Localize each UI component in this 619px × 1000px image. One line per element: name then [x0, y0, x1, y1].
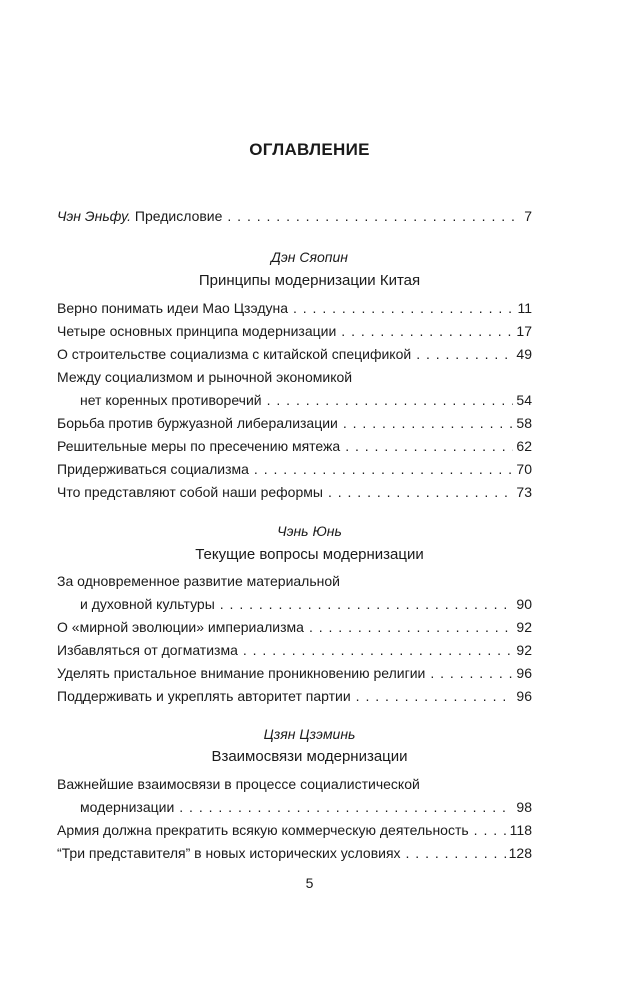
page-ref: 62 [516, 438, 532, 454]
dot-leader [416, 343, 513, 365]
page-ref: 54 [516, 392, 532, 408]
entry-title: Решительные меры по пресечению мятежа [57, 438, 341, 454]
page-ref: 92 [516, 619, 532, 635]
part-title: Взаимосвязи модернизации [211, 748, 408, 765]
entry-title: Верно понимать идеи Мао Цзэдуна [57, 300, 288, 316]
part-author: Цзян Цзэминь [263, 726, 356, 742]
dot-leader [356, 685, 514, 707]
entry-title: О строительстве социализма с китайской спецификой [57, 346, 412, 362]
entry-title: О «мирной эволюции» империализма [57, 619, 304, 635]
toc-entry [80, 796, 532, 818]
toc-entry [57, 343, 532, 365]
dot-leader [220, 593, 514, 615]
page-ref: 7 [524, 208, 532, 224]
toc-entry [57, 639, 532, 661]
page-ref: 98 [516, 799, 532, 815]
dot-leader [227, 205, 521, 227]
entry-title: Уделять пристальное внимание проникновению религии [57, 665, 426, 681]
preface-title: Предисловие [134, 208, 223, 224]
part-title: Принципы модернизации Китая [198, 272, 421, 289]
dot-leader [430, 662, 513, 684]
part-author: Дэн Сяопин [271, 249, 348, 265]
toc-entry [80, 389, 532, 411]
page-ref: 118 [509, 822, 532, 838]
page-ref: 92 [516, 642, 532, 658]
toc-entry [80, 593, 532, 615]
toc-entry [57, 842, 532, 864]
page-ref: 70 [516, 461, 532, 477]
toc-entry [57, 481, 532, 503]
dot-leader [341, 320, 513, 342]
toc-entry [57, 458, 532, 480]
page-ref: 49 [516, 346, 532, 362]
part-title: Текущие вопросы модернизации [195, 546, 424, 563]
entry-title: Поддерживать и укреплять авторитет партии [57, 688, 351, 704]
preface-author: Чэн Эньфу. [57, 208, 132, 224]
toc-entry [57, 412, 532, 434]
dot-leader [293, 297, 514, 319]
dot-leader [406, 842, 506, 864]
entry-title: нет коренных противоречий [80, 392, 262, 408]
page-ref: 17 [516, 323, 532, 339]
toc-entry [57, 685, 532, 707]
dot-leader [254, 458, 514, 480]
dot-leader [328, 481, 513, 503]
entry-title: Четыре основных принципа модернизации [57, 323, 337, 339]
toc-entry [57, 297, 532, 319]
toc-entry [57, 662, 532, 684]
entry-title: Избавляться от догматизма [57, 642, 238, 658]
entry-title: “Три представителя” в новых исторических условиях [57, 845, 401, 861]
dot-leader [343, 412, 514, 434]
page-title: ОГЛАВЛЕНИЕ [249, 140, 370, 159]
page-ref: 11 [517, 300, 532, 316]
entry-title: Борьба против буржуазной либерализации [57, 415, 338, 431]
entry-title-line1: За одновременное развитие материальной [57, 573, 340, 589]
page-ref: 58 [516, 415, 532, 431]
dot-leader [474, 819, 507, 841]
entry-title: модернизации [80, 799, 175, 815]
page-ref: 96 [516, 665, 532, 681]
toc-entry [57, 435, 532, 457]
page-ref: 90 [516, 596, 532, 612]
page-number: 5 [305, 875, 314, 891]
entry-title: Армия должна прекратить всякую коммерческую деятельность [57, 822, 469, 838]
entry-title-line1: Между социализмом и рыночной экономикой [57, 369, 353, 385]
dot-leader [267, 389, 514, 411]
toc-entry-preface [57, 205, 532, 227]
dot-leader [243, 639, 514, 661]
dot-leader [309, 616, 513, 638]
entry-title-line1: Важнейшие взаимосвязи в процессе социалистической [57, 776, 420, 792]
entry-title: Что представляют собой наши реформы [57, 484, 323, 500]
toc-entry [57, 819, 532, 841]
toc-entry [57, 320, 532, 342]
toc-entry [57, 616, 532, 638]
page-ref: 128 [508, 845, 532, 861]
page-ref: 73 [516, 484, 532, 500]
entry-title: и духовной культуры [80, 596, 215, 612]
dot-leader [345, 435, 513, 457]
entry-title: Придерживаться социализма [57, 461, 249, 477]
dot-leader [179, 796, 513, 818]
part-author: Чэнь Юнь [277, 523, 342, 539]
page-ref: 96 [516, 688, 532, 704]
